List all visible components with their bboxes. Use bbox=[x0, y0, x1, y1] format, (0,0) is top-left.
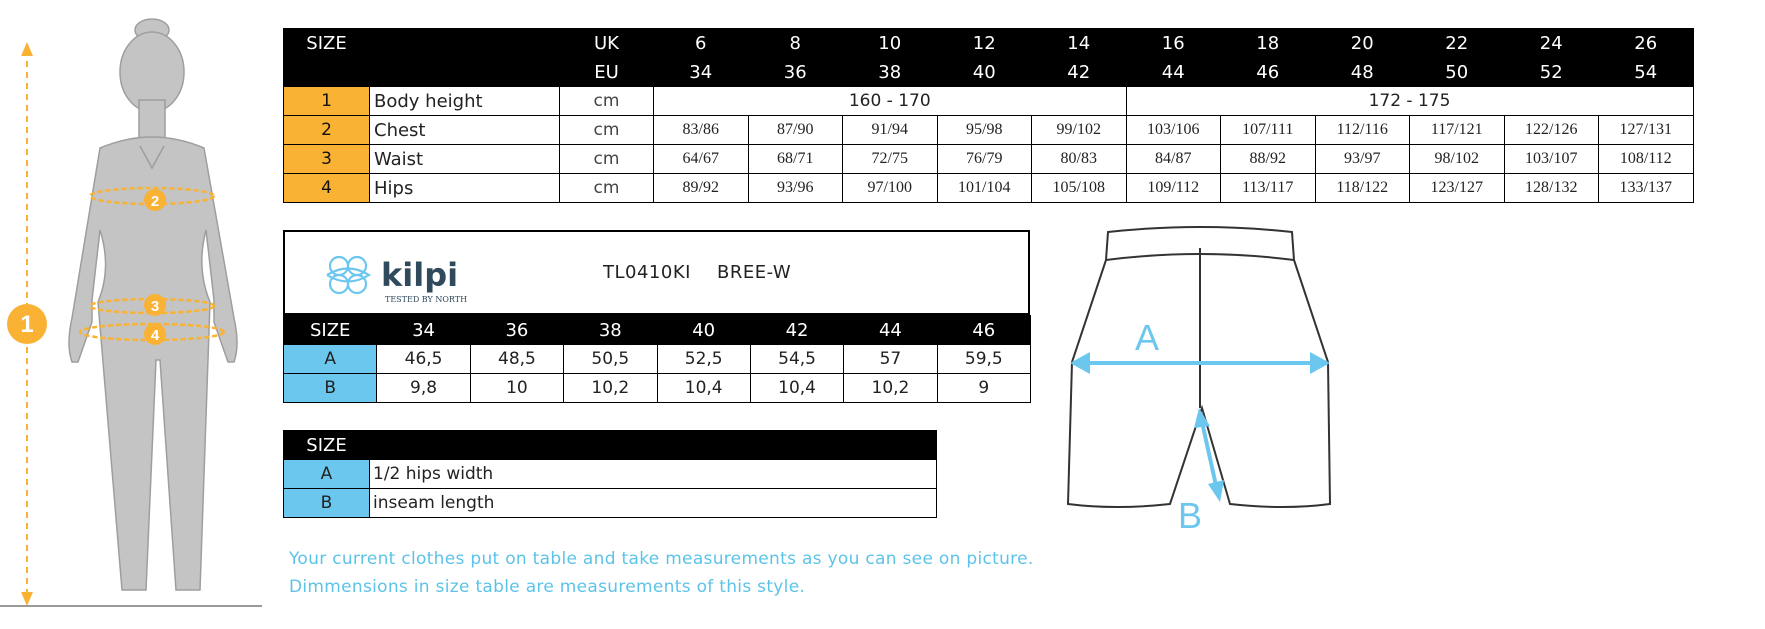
measure-value: 50,5 bbox=[564, 345, 657, 374]
legend-description: inseam length bbox=[370, 489, 937, 518]
eu-size: 52 bbox=[1504, 58, 1599, 87]
value-cell: 118/122 bbox=[1315, 174, 1410, 203]
value-cell: 103/106 bbox=[1126, 116, 1221, 145]
value-cell: 68/71 bbox=[748, 145, 843, 174]
value-cell: 76/79 bbox=[937, 145, 1032, 174]
eu-size: 48 bbox=[1315, 58, 1410, 87]
value-cell: 109/112 bbox=[1126, 174, 1221, 203]
value-cell: 128/132 bbox=[1504, 174, 1599, 203]
product-size-row bbox=[284, 316, 1031, 345]
eu-size: 44 bbox=[1126, 58, 1221, 87]
value-cell: 72/75 bbox=[843, 145, 938, 174]
measure-value: 52,5 bbox=[657, 345, 750, 374]
value-cell: 80/83 bbox=[1032, 145, 1127, 174]
value-cell: 101/104 bbox=[937, 174, 1032, 203]
measure-value: 9,8 bbox=[377, 374, 470, 403]
measure-value: 46,5 bbox=[377, 345, 470, 374]
shorts-diagram bbox=[1060, 222, 1350, 534]
uk-size: 26 bbox=[1599, 29, 1694, 58]
row-unit: cm bbox=[560, 174, 654, 203]
size-header: SIZE bbox=[284, 29, 370, 58]
value-cell: 117/121 bbox=[1410, 116, 1505, 145]
value-cell: 89/92 bbox=[654, 174, 749, 203]
product-size: 36 bbox=[470, 316, 563, 345]
row-label: Waist bbox=[370, 145, 560, 174]
value-cell: 95/98 bbox=[937, 116, 1032, 145]
marker-4: 4 bbox=[150, 327, 160, 344]
value-cell: 133/137 bbox=[1599, 174, 1694, 203]
eu-size: 50 bbox=[1410, 58, 1505, 87]
height-range-cell: 172 - 175 bbox=[1126, 87, 1693, 116]
eu-size: 46 bbox=[1221, 58, 1316, 87]
legend-key: B bbox=[284, 489, 370, 518]
eu-size: 34 bbox=[654, 58, 749, 87]
uk-size: 8 bbox=[748, 29, 843, 58]
uk-size-row bbox=[284, 29, 1694, 58]
measure-value: 10,4 bbox=[657, 374, 750, 403]
eu-size: 38 bbox=[843, 58, 938, 87]
size-table bbox=[283, 28, 1694, 203]
uk-size: 14 bbox=[1032, 29, 1127, 58]
uk-size: 10 bbox=[843, 29, 938, 58]
uk-size: 16 bbox=[1126, 29, 1221, 58]
value-cell: 103/107 bbox=[1504, 145, 1599, 174]
row-unit: cm bbox=[560, 87, 654, 116]
measure-value: 10,4 bbox=[750, 374, 843, 403]
measure-key: B bbox=[284, 374, 377, 403]
chest-row bbox=[284, 116, 1694, 145]
value-cell: 108/112 bbox=[1599, 145, 1694, 174]
eu-size-row bbox=[284, 58, 1694, 87]
value-cell: 113/117 bbox=[1221, 174, 1316, 203]
value-cell: 107/111 bbox=[1221, 116, 1316, 145]
value-cell: 88/92 bbox=[1221, 145, 1316, 174]
row-unit: cm bbox=[560, 116, 654, 145]
measure-value: 10,2 bbox=[564, 374, 657, 403]
value-cell: 93/97 bbox=[1315, 145, 1410, 174]
row-number: 1 bbox=[284, 87, 370, 116]
brand-name: kilpi bbox=[381, 256, 459, 294]
instruction-note: Dimmensions in size table are measurements of this style. bbox=[289, 577, 806, 597]
uk-label: UK bbox=[560, 29, 654, 58]
value-cell: 97/100 bbox=[843, 174, 938, 203]
measure-key: A bbox=[284, 345, 377, 374]
measure-value: 10 bbox=[470, 374, 563, 403]
legend-description: 1/2 hips width bbox=[370, 460, 937, 489]
value-cell: 112/116 bbox=[1315, 116, 1410, 145]
legend-b-row bbox=[284, 489, 937, 518]
size-header: SIZE bbox=[284, 316, 377, 345]
waist-row bbox=[284, 145, 1694, 174]
value-cell: 64/67 bbox=[654, 145, 749, 174]
row-label: Hips bbox=[370, 174, 560, 203]
uk-size: 22 bbox=[1410, 29, 1505, 58]
value-cell: 105/108 bbox=[1032, 174, 1127, 203]
value-cell: 83/86 bbox=[654, 116, 749, 145]
product-name: BREE-W bbox=[717, 262, 792, 283]
value-cell: 122/126 bbox=[1504, 116, 1599, 145]
measure-value: 57 bbox=[844, 345, 937, 374]
value-cell: 87/90 bbox=[748, 116, 843, 145]
label-a: A bbox=[1135, 317, 1160, 358]
marker-3: 3 bbox=[150, 298, 160, 315]
product-size: 40 bbox=[657, 316, 750, 345]
row-label: Body height bbox=[370, 87, 560, 116]
legend-header-row bbox=[284, 431, 937, 460]
uk-size: 24 bbox=[1504, 29, 1599, 58]
row-number: 2 bbox=[284, 116, 370, 145]
measure-value: 48,5 bbox=[470, 345, 563, 374]
value-cell: 127/131 bbox=[1599, 116, 1694, 145]
product-measurement-table bbox=[283, 315, 1031, 403]
product-header-box bbox=[283, 230, 1030, 315]
measure-value: 54,5 bbox=[750, 345, 843, 374]
product-size: 42 bbox=[750, 316, 843, 345]
hips-row bbox=[284, 174, 1694, 203]
value-cell: 123/127 bbox=[1410, 174, 1505, 203]
kilpi-logo bbox=[323, 244, 483, 306]
body-measurement-figure bbox=[0, 0, 270, 629]
row-label: Chest bbox=[370, 116, 560, 145]
marker-2: 2 bbox=[150, 193, 160, 210]
instruction-note: Your current clothes put on table and take measurements as you can see on picture. bbox=[289, 549, 1034, 569]
measurement-b-row bbox=[284, 374, 1031, 403]
value-cell: 91/94 bbox=[843, 116, 938, 145]
eu-size: 42 bbox=[1032, 58, 1127, 87]
label-b: B bbox=[1178, 495, 1203, 534]
measurement-legend-table bbox=[283, 430, 937, 518]
measure-value: 59,5 bbox=[937, 345, 1030, 374]
product-size: 44 bbox=[844, 316, 937, 345]
measure-value: 9 bbox=[937, 374, 1030, 403]
uk-size: 18 bbox=[1221, 29, 1316, 58]
body-height-row bbox=[284, 87, 1694, 116]
product-size: 46 bbox=[937, 316, 1030, 345]
eu-size: 54 bbox=[1599, 58, 1694, 87]
measure-value: 10,2 bbox=[844, 374, 937, 403]
product-code: TL0410KI bbox=[603, 262, 691, 283]
brand-tagline: TESTED BY NORTH bbox=[385, 295, 468, 304]
uk-size: 20 bbox=[1315, 29, 1410, 58]
product-size: 34 bbox=[377, 316, 470, 345]
row-number: 4 bbox=[284, 174, 370, 203]
size-header: SIZE bbox=[284, 431, 370, 460]
value-cell: 84/87 bbox=[1126, 145, 1221, 174]
marker-1: 1 bbox=[20, 311, 34, 338]
value-cell: 98/102 bbox=[1410, 145, 1505, 174]
legend-key: A bbox=[284, 460, 370, 489]
value-cell: 99/102 bbox=[1032, 116, 1127, 145]
measurement-a-row bbox=[284, 345, 1031, 374]
eu-label: EU bbox=[560, 58, 654, 87]
eu-size: 40 bbox=[937, 58, 1032, 87]
uk-size: 12 bbox=[937, 29, 1032, 58]
legend-a-row bbox=[284, 460, 937, 489]
eu-size: 36 bbox=[748, 58, 843, 87]
value-cell: 93/96 bbox=[748, 174, 843, 203]
row-number: 3 bbox=[284, 145, 370, 174]
product-size: 38 bbox=[564, 316, 657, 345]
row-unit: cm bbox=[560, 145, 654, 174]
uk-size: 6 bbox=[654, 29, 749, 58]
height-range-cell: 160 - 170 bbox=[654, 87, 1127, 116]
